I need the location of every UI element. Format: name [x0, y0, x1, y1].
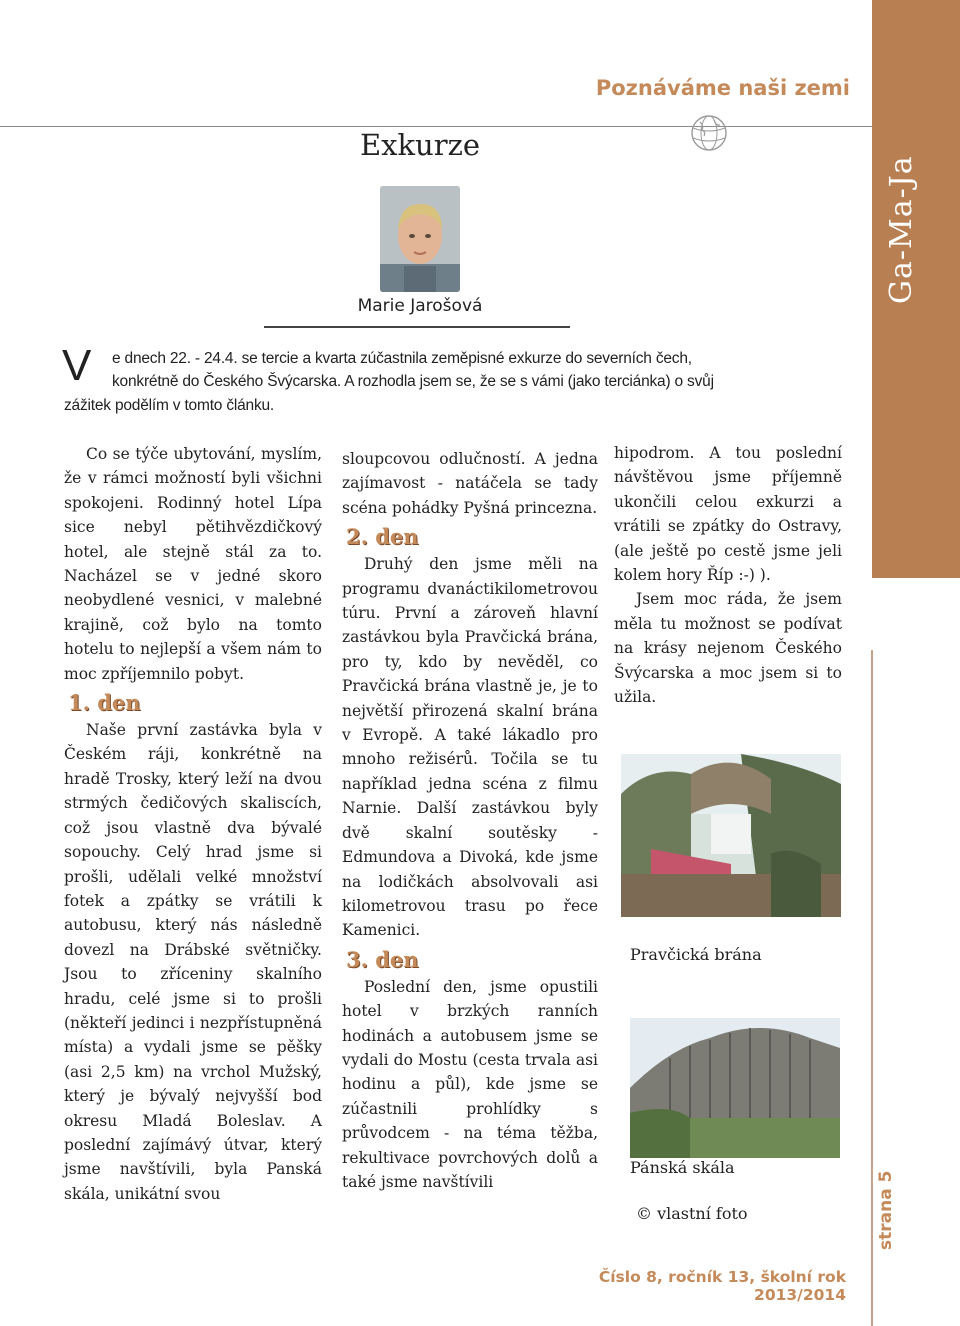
- accommodation-paragraph: Co se týče ubytování, myslím, že v rámci možností byli všichni spokojeni. Rodinný hotel Lípa sice nebyl pětihvězdičkový hotel, ale stejně stál za to. Nacházel se v jedné skoro neobydlené vesnici, v malebné krajině, což bylo na tomto hotelu to nejlepší a všem nám to moc zpříjemnilo pobyt.: [64, 445, 322, 683]
- intro-line-2: konkrétně do Českého Švýcarska. A rozhodla jsem se, že se s vámi (jako terciánka) o svůj: [112, 373, 714, 390]
- article-title: Exkurze: [359, 128, 481, 162]
- author-photo: [380, 186, 460, 292]
- magazine-name: Ga-Ma-Ja: [884, 155, 919, 305]
- photo-2-caption: Pánská skála: [630, 1158, 735, 1177]
- photo-copyright: © vlastní foto: [636, 1204, 748, 1223]
- photo-panska-skala: [630, 1018, 840, 1158]
- day-3-heading: 3. den: [346, 946, 419, 972]
- day-3-paragraph: Poslední den, jsme opustili hotel v brzkých ranních hodinách a autobusem jsme se vydali do Mostu (cesta trvala asi hodinu a půl), kde jsme se zúčastnili prohlídky s průvodcem - na téma těžba, rekultivace povrchových dolů a také jsme navštívili: [342, 977, 598, 1191]
- photo-1-caption: Pravčická brána: [630, 945, 762, 964]
- author-underline: [264, 326, 570, 328]
- issue-footer: Číslo 8, ročník 13, školní rok 2013/2014: [598, 1268, 846, 1304]
- section-title: Poznáváme naši zemi: [595, 76, 850, 100]
- intro-dropcap: V: [62, 341, 92, 390]
- day-1-paragraph: Naše první zastávka byla v Českém ráji, konkrétně na hradě Trosky, který leží na dvou strmých čedičových skaliscích, což jsou vlastně dva bývalé sopouchy. Celý hrad jsme si prošli, udělali velké množství fotek a zpátky se vrátili k autobusu, který nás následně dovezl na Drábské světničky. Jsou to zříceniny skalního hradu, celé jsme si to prošli (někteří jedinci i nezpřístupněná místa) a vydali jsme se pěšky (asi 2,5 km) na vrchol Mužský, který je bývalý nejvyšší bod okresu Mladá Boleslav. A poslední zajímávý útvar, který jsme navštívili, byla Panská skála, unikátní svou: [64, 721, 322, 1203]
- column-3-paragraph: hipodrom. A tou poslední návštěvou jsme příjemně ukončili celou exkurzi a vrátili se zpátky do Ostravy, (ale ještě po cestě jsme jeli kolem hory Říp :-) ).: [614, 444, 842, 585]
- photo-pravcicka-brana: [621, 754, 841, 917]
- header-divider: [0, 126, 872, 127]
- side-divider: [871, 650, 873, 1326]
- day-1-heading: 1. den: [68, 690, 141, 716]
- column-2: [342, 447, 598, 1194]
- day-2-heading: 2. den: [346, 524, 419, 550]
- column-2-paragraph: sloupcovou odlučností. A jedna zajímavost - natáčela se tady scéna pohádky Pyšná princezna.: [342, 450, 598, 517]
- day-2-paragraph: Druhý den jsme měli na programu dvanáctikilometrovou túru. První a zároveň hlavní zastávkou byla Pravčická brána, pro ty, kdo by nevěděl, co Pravčická brána vlastně je, je to největší přirozená skalní brána v Evropě. A také lákadlo pro mnoho režisérů. Točila se tu například jedna scéna z filmu Narnie. Další zastávkou byly dvě skalní soutěsky - Edmundova a Divoká, kde jsme na lodičkách absolvovali asi kilometrovou trasu po řece Kamenici.: [342, 555, 598, 940]
- closing-paragraph: Jsem moc ráda, že jsem měla tu možnost se podívat na krásy nejenom Českého Švýcarska a moc jsem si to užila.: [614, 590, 842, 707]
- author-name: Marie Jarošová: [357, 296, 483, 316]
- column-1: [64, 442, 322, 1206]
- intro-line-3: zážitek podělím v tomto článku.: [64, 397, 275, 414]
- globe-icon: [686, 110, 732, 156]
- column-3: [614, 441, 842, 709]
- intro-line-1: e dnech 22. - 24.4. se tercie a kvarta zúčastnila zeměpisné exkurze do severních čech,: [112, 350, 692, 367]
- page-number: strana 5: [876, 1170, 896, 1250]
